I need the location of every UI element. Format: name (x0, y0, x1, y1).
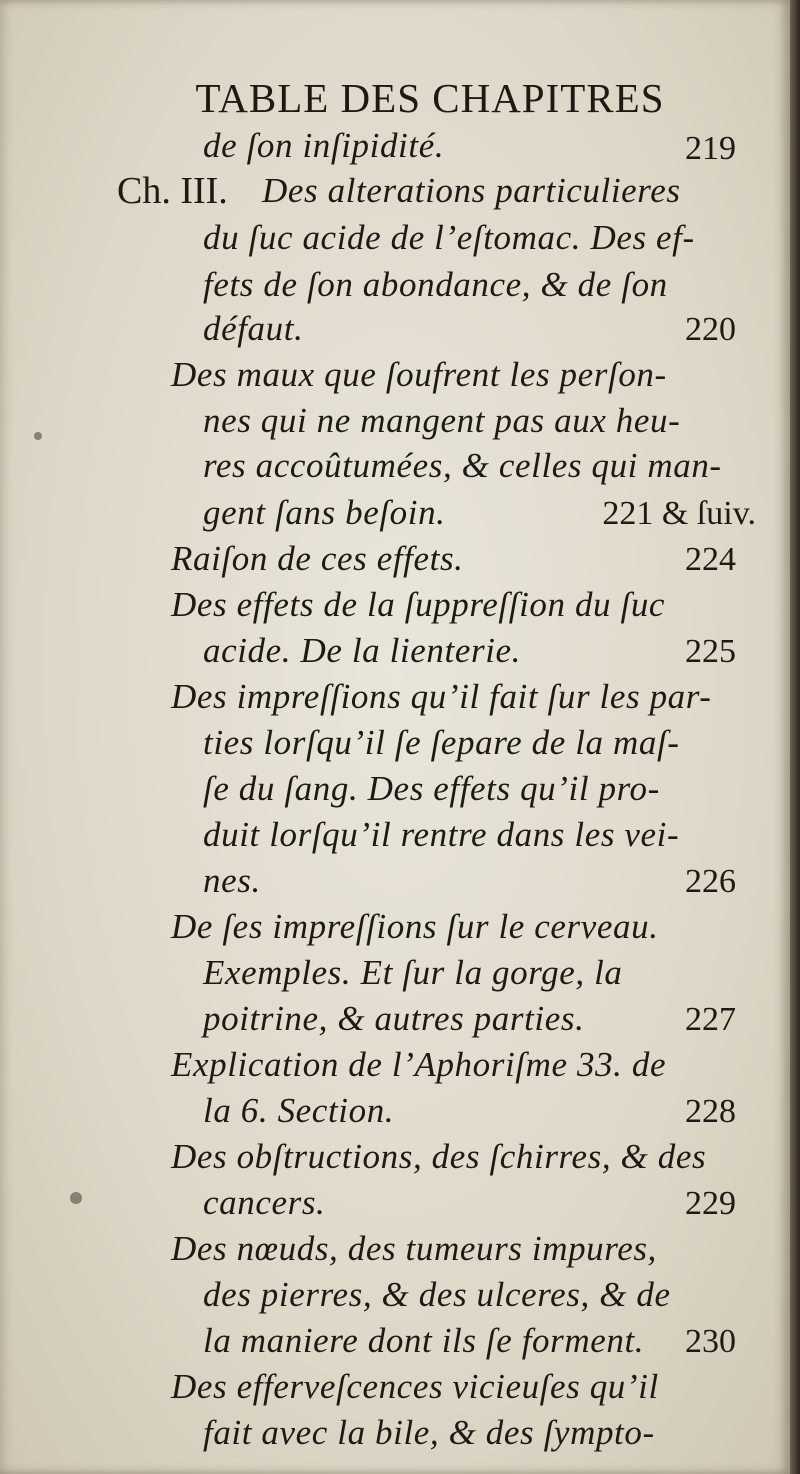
toc-line: Raiſon de ces effets. (171, 539, 464, 578)
toc-line: Explication de l’Aphoriſme 33. de (171, 1045, 667, 1084)
page-number: 228 (685, 1093, 736, 1130)
toc-line: nes. (203, 861, 261, 900)
page-number: 225 (685, 633, 736, 670)
page-number: 224 (685, 541, 736, 578)
page-number: 230 (685, 1323, 736, 1360)
toc-line: nes qui ne mangent pas aux heu- (203, 401, 681, 440)
toc-line: fait avec la bile, & des ſympto- (203, 1413, 655, 1452)
toc-line: Des maux que ſoufrent les perſon- (171, 355, 667, 394)
toc-line: gent ſans beſoin. (203, 493, 446, 532)
toc-line: fets de ſon abondance, & de ſon (203, 265, 668, 304)
toc-line: Des impreſſions qu’il fait ſur les par- (171, 677, 712, 716)
toc-line: acide. De la lienterie. (203, 631, 521, 670)
toc-line: défaut. (203, 309, 304, 348)
toc-line: cancers. (203, 1183, 326, 1222)
page-number: 221 & ſuiv. (602, 495, 756, 532)
page-edge (790, 0, 800, 1474)
toc-line: la maniere dont ils ſe forment. (203, 1321, 645, 1360)
toc-line: du ſuc acide de l’eſtomac. Des ef- (203, 218, 695, 257)
toc-line: de ſon inſipidité. (203, 126, 445, 165)
toc-line: Des nœuds, des tumeurs impures, (171, 1229, 657, 1268)
page-number: 226 (685, 863, 736, 900)
toc-line: Des obſtructions, des ſchirres, & des (171, 1137, 707, 1176)
toc-line: ties lorſqu’il ſe ſepare de la maſ- (203, 723, 680, 762)
running-head: TABLE DES CHAPITRES (195, 75, 665, 121)
toc-line: la 6. Section. (203, 1091, 395, 1130)
toc-line: res accoûtumées, & celles qui man- (203, 446, 722, 485)
page-number: 227 (685, 1001, 736, 1038)
toc-line: Des alterations particulieres (262, 171, 681, 210)
toc-line: De ſes impreſſions ſur le cerveau. (171, 907, 659, 946)
toc-line: ſe du ſang. Des effets qu’il pro- (203, 769, 660, 808)
toc-line: Exemples. Et ſur la gorge, la (203, 953, 623, 992)
page-number: 220 (685, 311, 736, 348)
page-number: 219 (685, 130, 736, 167)
toc-line: poitrine, & autres parties. (203, 999, 585, 1038)
toc-line: Des effets de la ſuppreſſion du ſuc (171, 585, 666, 624)
toc-line: des pierres, & des ulceres, & de (203, 1275, 671, 1314)
toc-line: Des efferveſcences vicieuſes qu’il (171, 1367, 659, 1406)
chapter-label: Ch. III. (117, 170, 228, 212)
page-number: 229 (685, 1185, 736, 1222)
toc-line: duit lorſqu’il rentre dans les vei- (203, 815, 680, 854)
